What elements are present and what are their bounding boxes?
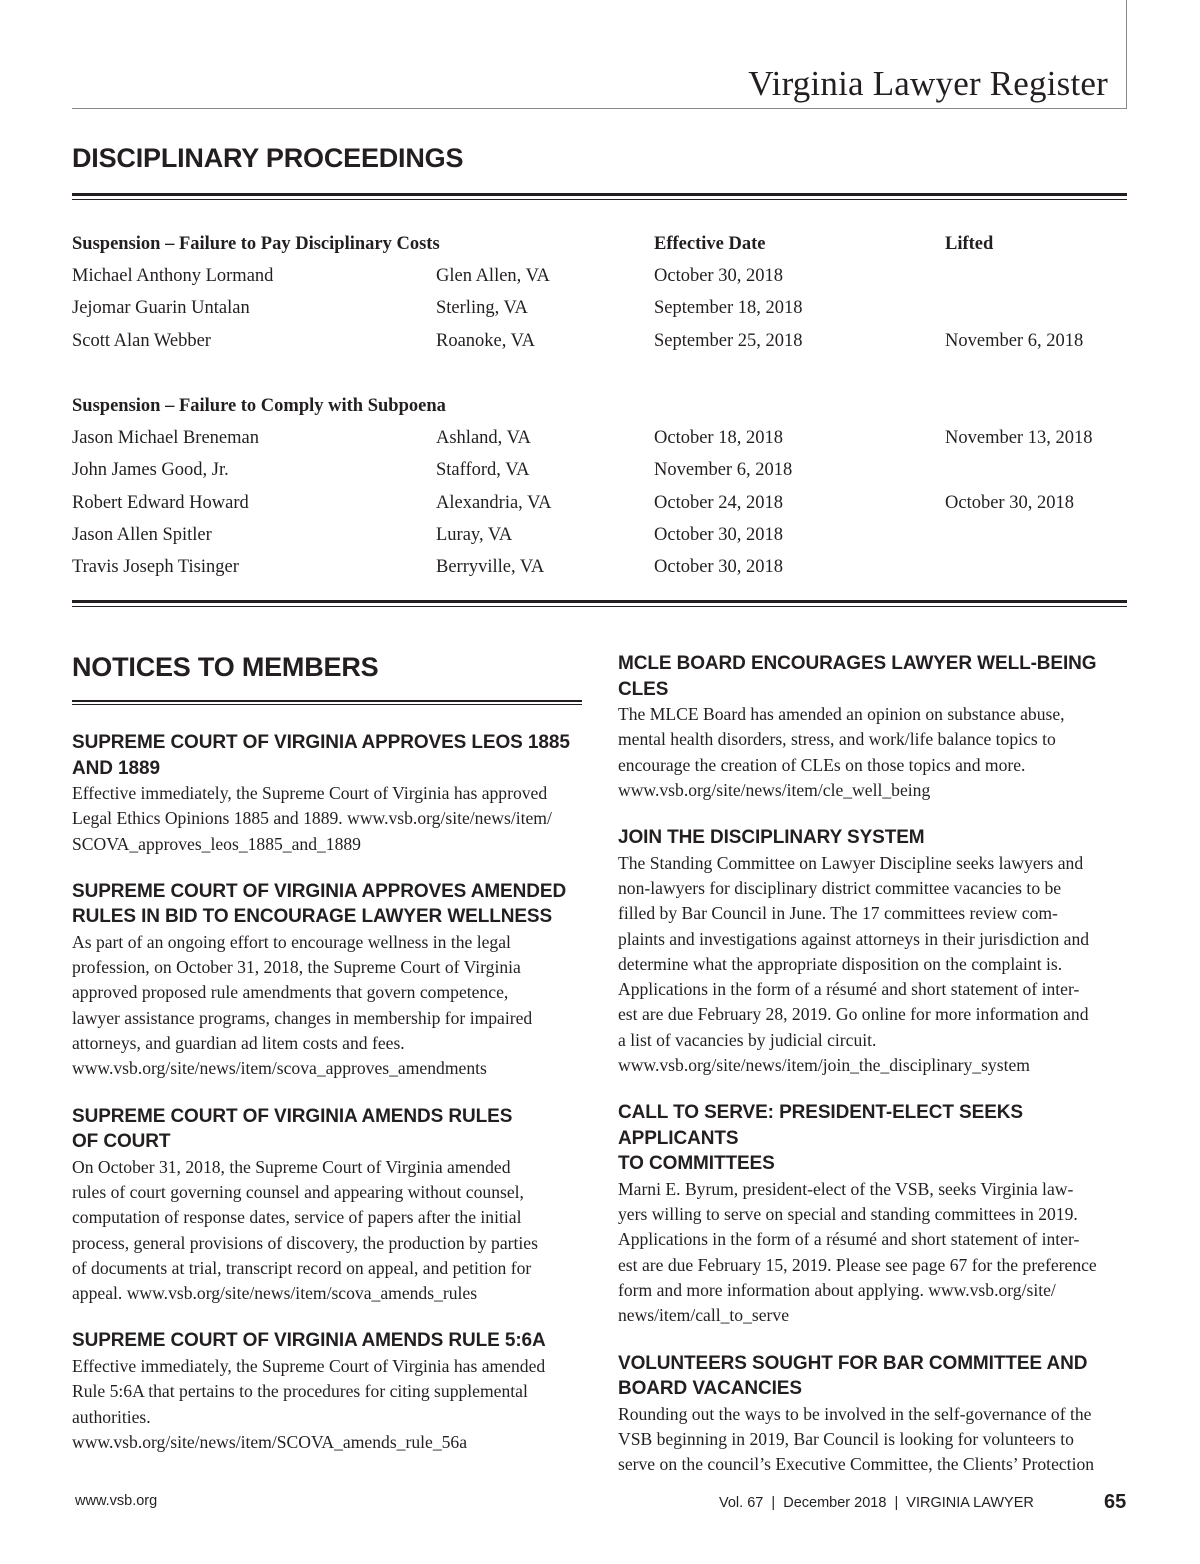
column-header-lifted: Lifted — [945, 234, 994, 254]
table-header-row — [72, 390, 1127, 422]
notice-heading: SUPREME COURT OF VIRGINIA AMENDS RULE 5:6A — [72, 1330, 546, 1352]
attorney-name: Jejomar Guarin Untalan — [72, 298, 250, 318]
attorney-name: Robert Edward Howard — [72, 493, 249, 513]
attorney-name: Jason Michael Breneman — [72, 428, 259, 448]
disciplinary-title: DISCIPLINARY PROCEEDINGS — [72, 143, 464, 173]
notice-item — [618, 651, 1133, 803]
effective-date: October 30, 2018 — [654, 557, 783, 577]
notice-body: Rounding out the ways to be involved in the self-governance of the VSB beginning in 2019, Bar Council is looking for volunteers to serve on the council’s Executive Committee, the Clients’ Protection — [618, 1403, 1095, 1475]
attorney-name: Travis Joseph Tisinger — [72, 557, 239, 577]
attorney-location: Alexandria, VA — [436, 493, 552, 513]
table-header-row — [72, 228, 1127, 260]
notice-body: The Standing Committee on Lawyer Discipline seeks lawyers and non-lawyers for disciplinary district committee vacancies to be filled by Bar Council in June. The 17 committees review com- plaints and investigations against attorneys in their jurisdiction and determine what the appropriate disposition on the complaint is. Applications in the form of a résumé and short statement of inter- est are due February 28, 2019. Go online for more information and a list of vacancies by judicial circuit. www.vsb.org/site/news/item/join_the_disciplinary_system — [618, 852, 1090, 1076]
attorney-location: Berryville, VA — [436, 557, 545, 577]
lifted-date: November 6, 2018 — [945, 331, 1084, 351]
notice-item — [72, 730, 587, 857]
effective-date: October 24, 2018 — [654, 493, 783, 513]
table-row — [72, 454, 1127, 486]
notice-item — [72, 879, 587, 1082]
lifted-date: November 13, 2018 — [945, 428, 1093, 448]
table-row — [72, 422, 1127, 454]
notice-body: The MLCE Board has amended an opinion on substance abuse, mental health disorders, stress, and work/life balance topics to encourage the creation of CLEs on those topics and more. www.vsb.org/site/news/item/cle_well_being — [618, 704, 1065, 800]
notice-item — [618, 1351, 1133, 1478]
effective-date: September 25, 2018 — [654, 331, 803, 351]
disciplinary-table — [72, 228, 1127, 598]
notice-body: As part of an ongoing effort to encourage wellness in the legal profession, on October 31, 2018, the Supreme Court of Virginia approved proposed rule amendments that govern competence, lawyer assistance programs, changes in membership for impaired attorneys, and guardian ad litem costs and fees. www.vsb.org/site/news/item/scova_approves_amendments — [72, 931, 533, 1079]
notice-item — [618, 1100, 1133, 1328]
attorney-name: Scott Alan Webber — [72, 331, 211, 351]
notices-left-column — [72, 730, 587, 1477]
notice-heading: MCLE BOARD ENCOURAGES LAWYER WELL-BEING CLES — [618, 653, 1097, 700]
notice-heading: SUPREME COURT OF VIRGINIA AMENDS RULES OF COURT — [72, 1105, 513, 1153]
effective-date: November 6, 2018 — [654, 460, 793, 480]
attorney-location: Luray, VA — [436, 525, 513, 545]
footer-website: www.vsb.org — [75, 1493, 158, 1509]
notice-body: Marni E. Byrum, president-elect of the VSB, seeks Virginia law- yers willing to serve on special and standing committees in 2019. Applications in the form of a résumé and short statement of inter- est are due February 15, 2019. Please see page 67 for the preference form and more information about applying. www.vsb.org/site/ news/item/call_to_serve — [618, 1178, 1097, 1326]
effective-date: September 18, 2018 — [654, 298, 803, 318]
notice-item — [72, 1328, 587, 1455]
column-header-effective: Effective Date — [654, 234, 766, 254]
notice-item — [618, 825, 1133, 1078]
notices-right-column — [618, 651, 1133, 1500]
notice-body: On October 31, 2018, the Supreme Court of Virginia amended rules of court governing counsel and appearing without counsel, computation of response dates, service of papers after the initial process, general provisions of discovery, the production by parties of documents at trial, transcript record on appeal, and petition for appeal. www.vsb.org/site/news/item/scova_amends_rules — [72, 1156, 538, 1304]
lifted-date: October 30, 2018 — [945, 493, 1074, 513]
header-rule — [72, 108, 1127, 109]
attorney-name: Michael Anthony Lormand — [72, 266, 274, 286]
notices-title: NOTICES TO MEMBERS — [72, 652, 379, 682]
attorney-location: Roanoke, VA — [436, 331, 536, 351]
notices-title-rule — [72, 700, 582, 705]
running-title: Virginia Lawyer Register — [748, 64, 1108, 103]
group-title: Suspension – Failure to Comply with Subpoena — [72, 396, 446, 416]
notice-heading: CALL TO SERVE: PRESIDENT-ELECT SEEKS APPLICANTS TO COMMITTEES — [618, 1102, 1023, 1175]
disciplinary-bottom-rule — [72, 600, 1127, 607]
effective-date: October 30, 2018 — [654, 266, 783, 286]
header-vertical-rule — [1126, 0, 1127, 108]
table-row — [72, 325, 1127, 357]
effective-date: October 18, 2018 — [654, 428, 783, 448]
table-row — [72, 260, 1127, 292]
attorney-location: Stafford, VA — [436, 460, 530, 480]
table-row — [72, 292, 1127, 324]
table-row — [72, 487, 1127, 519]
notice-heading: SUPREME COURT OF VIRGINIA APPROVES LEOS 1885 AND 1889 — [72, 732, 570, 779]
attorney-location: Glen Allen, VA — [436, 266, 550, 286]
table-row — [72, 551, 1127, 583]
notice-body: Effective immediately, the Supreme Court of Virginia has amended Rule 5:6A that pertains to the procedures for citing supplemental authorities. www.vsb.org/site/news/item/SCOVA_amends_rule_56a — [72, 1355, 546, 1452]
attorney-name: John James Good, Jr. — [72, 460, 229, 480]
effective-date: October 30, 2018 — [654, 525, 783, 545]
table-row — [72, 519, 1127, 551]
notice-heading: SUPREME COURT OF VIRGINIA APPROVES AMENDED RULES IN BID TO ENCOURAGE LAWYER WELLNESS — [72, 880, 567, 928]
attorney-location: Ashland, VA — [436, 428, 531, 448]
notice-heading: JOIN THE DISCIPLINARY SYSTEM — [618, 827, 925, 849]
footer-issue: Vol. 67 | December 2018 | VIRGINIA LAWYER — [719, 1495, 1034, 1511]
notice-item — [72, 1104, 587, 1307]
attorney-name: Jason Allen Spitler — [72, 525, 212, 545]
attorney-location: Sterling, VA — [436, 298, 528, 318]
notice-heading: VOLUNTEERS SOUGHT FOR BAR COMMITTEE AND BOARD VACANCIES — [618, 1352, 1088, 1400]
disciplinary-top-rule — [72, 193, 1127, 200]
page-number: 65 — [1104, 1491, 1127, 1513]
group-title: Suspension – Failure to Pay Disciplinary Costs — [72, 234, 440, 254]
notice-body: Effective immediately, the Supreme Court of Virginia has approved Legal Ethics Opinions 1885 and 1889. www.vsb.org/site/news/item/ SCOVA_approves_leos_1885_and_1889 — [72, 783, 552, 854]
